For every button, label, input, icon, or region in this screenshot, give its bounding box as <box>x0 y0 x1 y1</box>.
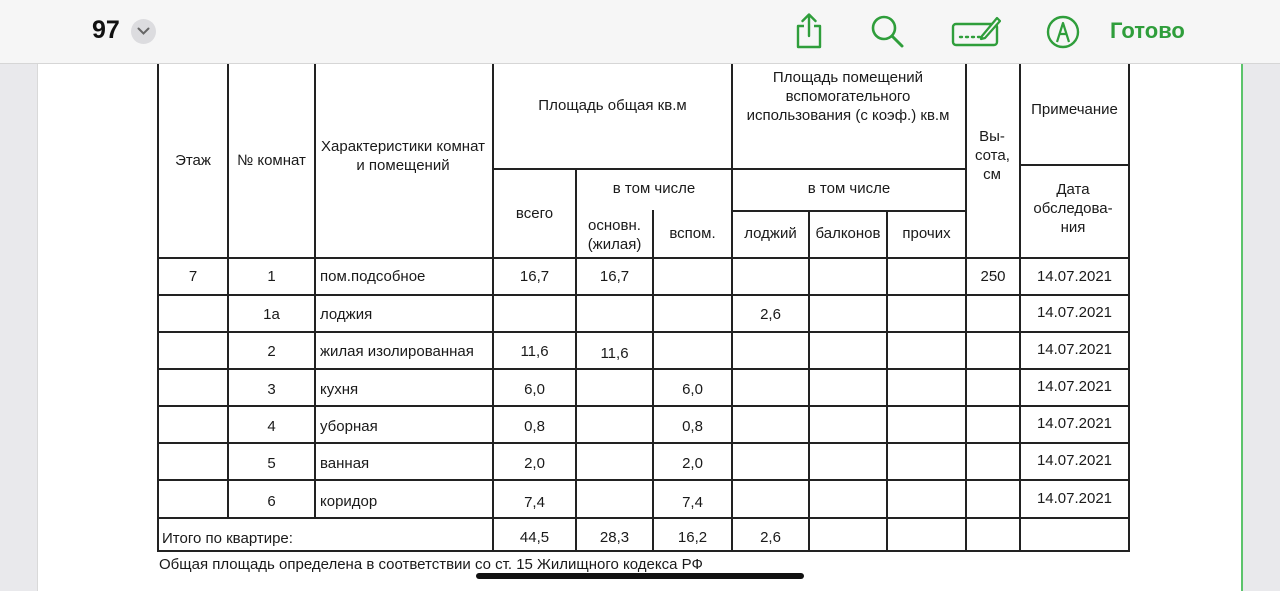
totals-total: 44,5 <box>519 529 550 546</box>
chevron-down-icon <box>137 27 150 36</box>
cell-date: 14.07.2021 <box>1036 490 1113 507</box>
cell-total: 16,7 <box>519 268 550 285</box>
cell-room: 2 <box>267 343 276 360</box>
document-page <box>38 64 1243 591</box>
cell-room: 5 <box>267 455 276 472</box>
header-height: Вы-сота, см <box>975 128 1010 183</box>
header-loggias: лоджий <box>744 225 797 242</box>
cell-date: 14.07.2021 <box>1036 415 1113 432</box>
cell-name: кухня <box>320 381 359 398</box>
cell-room: 4 <box>267 418 276 435</box>
cell-aux: 2,0 <box>682 455 703 472</box>
cell-name: жилая изолированная <box>320 343 474 360</box>
cell-room: 3 <box>267 381 276 398</box>
inventory-table <box>38 64 1241 591</box>
search-icon[interactable] <box>870 14 906 50</box>
cell-date: 14.07.2021 <box>1036 452 1113 469</box>
header-total: всего <box>515 205 554 222</box>
cell-living: 11,6 <box>600 345 629 362</box>
header-survey-date: Дата обследова-ния <box>1033 181 1113 236</box>
cell-floor: 7 <box>188 268 198 285</box>
cell-room: 1а <box>263 306 280 323</box>
header-other: прочих <box>902 225 951 242</box>
footnote: Общая площадь определена в соответствии со ст. 15 Жилищного кодекса РФ <box>159 556 703 573</box>
cell-date: 14.07.2021 <box>1036 378 1113 395</box>
totals-loggia: 2,6 <box>760 529 781 546</box>
cell-loggia: 2,6 <box>760 306 781 323</box>
cell-height: 250 <box>980 268 1006 285</box>
cell-total: 6,0 <box>524 381 545 398</box>
cell-name: лоджия <box>320 306 373 323</box>
cell-total: 2,0 <box>524 455 545 472</box>
header-floor: Этаж <box>175 152 211 169</box>
share-icon[interactable] <box>793 13 825 49</box>
cell-name: ванная <box>320 455 370 472</box>
totals-living: 28,3 <box>599 529 630 546</box>
cell-date: 14.07.2021 <box>1036 268 1113 285</box>
cell-aux: 7,4 <box>682 494 703 511</box>
markup-icon[interactable] <box>1046 15 1080 49</box>
cell-aux: 6,0 <box>682 381 703 398</box>
cell-name: уборная <box>320 418 378 435</box>
totals-label: Итого по квартире: <box>162 530 293 547</box>
header-aux-area: Площадь помещений вспомогательного использования (с коэф.) кв.м <box>746 69 950 124</box>
cell-date: 14.07.2021 <box>1036 341 1113 358</box>
cell-room: 6 <box>267 493 276 510</box>
done-button[interactable]: Готово <box>1110 18 1185 43</box>
cell-room: 1 <box>267 268 276 285</box>
cell-living: 16,7 <box>599 268 630 285</box>
header-room-number: № комнат <box>237 152 306 169</box>
cell-total: 11,6 <box>520 343 549 360</box>
header-balconies: балконов <box>815 225 881 242</box>
cell-aux: 0,8 <box>682 418 703 435</box>
header-aux: вспом. <box>669 225 716 242</box>
header-including-1: в том числе <box>612 180 696 197</box>
page-number: 97 <box>92 16 120 44</box>
header-note: Примечание <box>1031 101 1118 118</box>
cell-date: 14.07.2021 <box>1036 304 1113 321</box>
signature-icon[interactable] <box>951 14 1001 48</box>
cell-name: коридор <box>320 493 378 510</box>
cell-name: пом.подсобное <box>320 268 426 285</box>
home-indicator[interactable] <box>476 573 804 579</box>
cell-total: 0,8 <box>524 418 545 435</box>
page-dropdown-button[interactable] <box>131 19 156 44</box>
totals-aux: 16,2 <box>677 529 708 546</box>
cell-total: 7,4 <box>524 494 545 511</box>
header-main-living: основн. (жилая) <box>587 217 642 253</box>
header-total-area: Площадь общая кв.м <box>538 97 687 114</box>
header-characteristics: Характеристики комнат и помещений <box>321 138 485 174</box>
header-including-2: в том числе <box>807 180 891 197</box>
toolbar <box>0 0 1280 64</box>
